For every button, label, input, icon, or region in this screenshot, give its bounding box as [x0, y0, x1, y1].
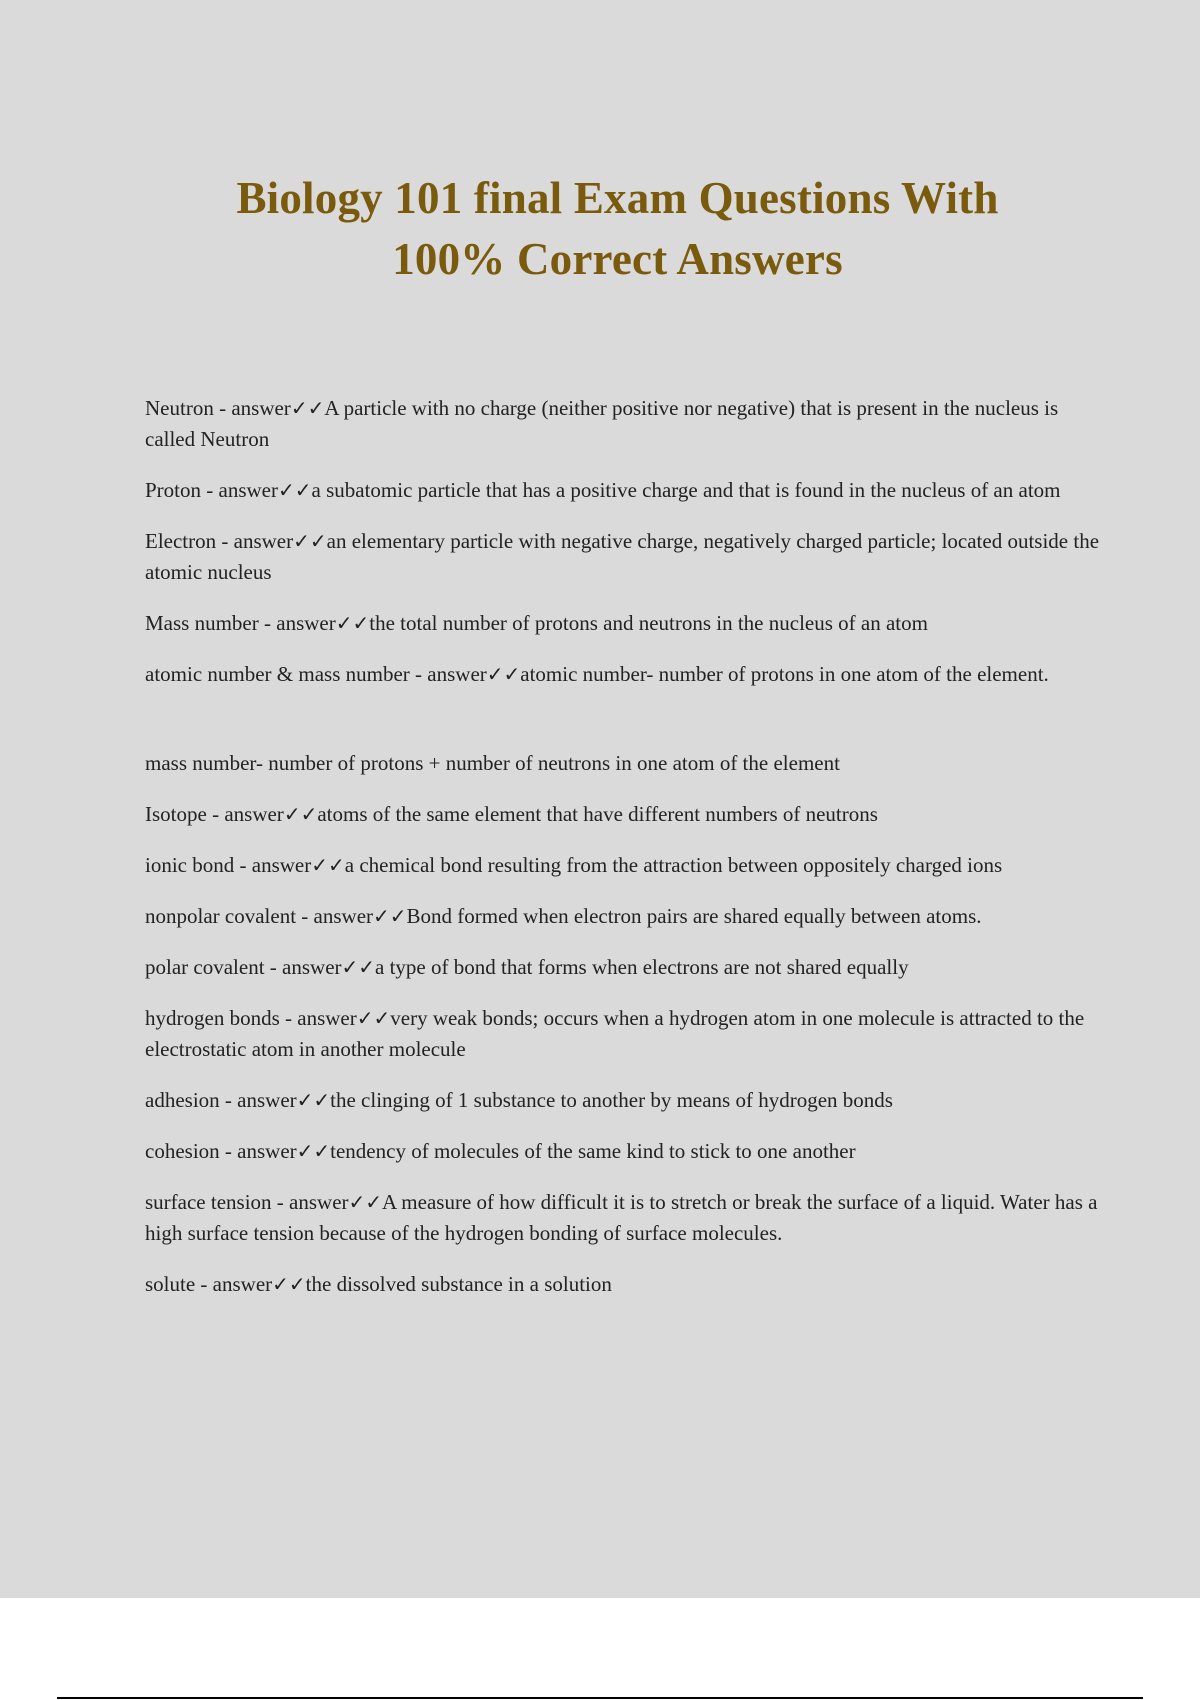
answer-marker: answer [297, 1006, 357, 1030]
answer-marker: answer [237, 1139, 297, 1163]
qa-term: polar covalent [145, 955, 265, 979]
qa-entry: Proton - answer✓✓a subatomic particle that has a positive charge and that is found in the nucleus of an atom [145, 478, 1061, 502]
qa-entry: Isotope - answer✓✓atoms of the same element that have different numbers of neutrons [145, 802, 878, 826]
document-title [150, 168, 1085, 290]
qa-answer: mass number- number of protons + number of neutrons in one atom of the element [145, 751, 840, 775]
double-check-icon: ✓✓ [486, 662, 521, 686]
qa-term: cohesion [145, 1139, 220, 1163]
footer-divider [57, 1697, 1143, 1699]
qa-list [145, 393, 1100, 1320]
qa-entry: solute - answer✓✓the dissolved substance in a solution [145, 1272, 612, 1296]
double-check-icon: ✓✓ [283, 802, 318, 826]
qa-term: Mass number [145, 611, 259, 635]
qa-entry: adhesion - answer✓✓the clinging of 1 substance to another by means of hydrogen bonds [145, 1088, 893, 1112]
qa-answer: a chemical bond resulting from the attraction between oppositely charged ions [344, 853, 1003, 877]
double-check-icon: ✓✓ [356, 1006, 391, 1030]
double-check-icon: ✓✓ [296, 1139, 331, 1163]
title-line-1: Biology 101 final Exam Questions With [236, 173, 999, 223]
qa-answer: the dissolved substance in a solution [305, 1272, 612, 1296]
qa-term: adhesion [145, 1088, 220, 1112]
qa-entry [145, 748, 1100, 779]
double-check-icon: ✓✓ [293, 529, 327, 553]
qa-answer: atoms of the same element that have different numbers of neutrons [317, 802, 878, 826]
double-check-icon: ✓✓ [341, 955, 376, 979]
answer-marker: answer [313, 904, 374, 928]
double-check-icon: ✓✓ [278, 478, 312, 502]
qa-term: ionic bond [145, 853, 235, 877]
qa-entry: hydrogen bonds - answer✓✓very weak bonds; occurs when a hydrogen atom in one molecule is attracted to the electrostatic atom in another molecule [145, 1006, 1085, 1061]
qa-answer: the clinging of 1 substance to another by means of hydrogen bonds [330, 1088, 893, 1112]
answer-marker: answer [231, 396, 291, 420]
qa-entry: atomic number & mass number - answer✓✓atomic number- number of protons in one atom of the element. [145, 662, 1049, 686]
double-check-icon: ✓✓ [290, 396, 325, 420]
qa-term: Proton [145, 478, 202, 502]
qa-entry: surface tension - answer✓✓A measure of how difficult it is to stretch or break the surface of a liquid. Water has a high surface tension because of the hydrogen bonding of surface molecules. [145, 1190, 1098, 1245]
qa-answer: tendency of molecules of the same kind to stick to one another [330, 1139, 856, 1163]
answer-marker: answer [218, 478, 278, 502]
qa-answer: atomic number- number of protons in one atom of the element. [520, 662, 1049, 686]
qa-answer: a subatomic particle that has a positive charge and that is found in the nucleus of an atom [311, 478, 1061, 502]
qa-term: nonpolar covalent [145, 904, 297, 928]
double-check-icon: ✓✓ [373, 904, 407, 928]
qa-answer: a type of bond that forms when electrons are not shared equally [375, 955, 909, 979]
qa-entry: polar covalent - answer✓✓a type of bond that forms when electrons are not shared equally [145, 955, 909, 979]
answer-marker: answer [282, 955, 342, 979]
qa-term: Electron [145, 529, 217, 553]
double-check-icon: ✓✓ [311, 853, 345, 877]
qa-answer: very weak bonds; occurs when a hydrogen atom in one molecule is attracted to the electrostatic atom in another molecule [145, 1006, 1085, 1061]
qa-answer: A particle with no charge (neither positive nor negative) that is present in the nucleus is called Neutron [145, 396, 1059, 451]
qa-term: Neutron [145, 396, 214, 420]
answer-marker: answer [212, 1272, 273, 1296]
double-check-icon: ✓✓ [272, 1272, 306, 1296]
qa-entry: Electron - answer✓✓an elementary particle with negative charge, negatively charged particle; located outside the atomic nucleus [145, 529, 1100, 584]
double-check-icon: ✓✓ [296, 1088, 331, 1112]
qa-entry: Mass number - answer✓✓the total number of protons and neutrons in the nucleus of an atom [145, 611, 928, 635]
double-check-icon: ✓✓ [335, 611, 370, 635]
qa-term: hydrogen bonds [145, 1006, 280, 1030]
qa-entry: ionic bond - answer✓✓a chemical bond resulting from the attraction between oppositely charged ions [145, 853, 1003, 877]
answer-marker: answer [289, 1190, 349, 1214]
double-check-icon: ✓✓ [348, 1190, 383, 1214]
qa-answer: the total number of protons and neutrons in the nucleus of an atom [369, 611, 928, 635]
qa-entry: cohesion - answer✓✓tendency of molecules of the same kind to stick to one another [145, 1139, 856, 1163]
answer-marker: answer [251, 853, 312, 877]
answer-marker: answer [427, 662, 487, 686]
qa-term: Isotope [145, 802, 207, 826]
qa-answer: an elementary particle with negative charge, negatively charged particle; located outside the atomic nucleus [145, 529, 1100, 584]
answer-marker: answer [224, 802, 284, 826]
answer-marker: answer [276, 611, 336, 635]
title-line-2: 100% Correct Answers [392, 234, 843, 284]
answer-marker: answer [237, 1088, 297, 1112]
qa-term: atomic number & mass number [145, 662, 410, 686]
qa-term: surface tension [145, 1190, 272, 1214]
qa-answer: A measure of how difficult it is to stretch or break the surface of a liquid. Water has a high surface tension because of the hydrogen bonding of surface molecules. [145, 1190, 1098, 1245]
qa-term: solute [145, 1272, 196, 1296]
qa-answer: Bond formed when electron pairs are shared equally between atoms. [406, 904, 982, 928]
answer-marker: answer [233, 529, 294, 553]
qa-entry: Neutron - answer✓✓A particle with no charge (neither positive nor negative) that is present in the nucleus is called Neutron [145, 396, 1059, 451]
qa-entry: nonpolar covalent - answer✓✓Bond formed when electron pairs are shared equally between atoms. [145, 904, 982, 928]
